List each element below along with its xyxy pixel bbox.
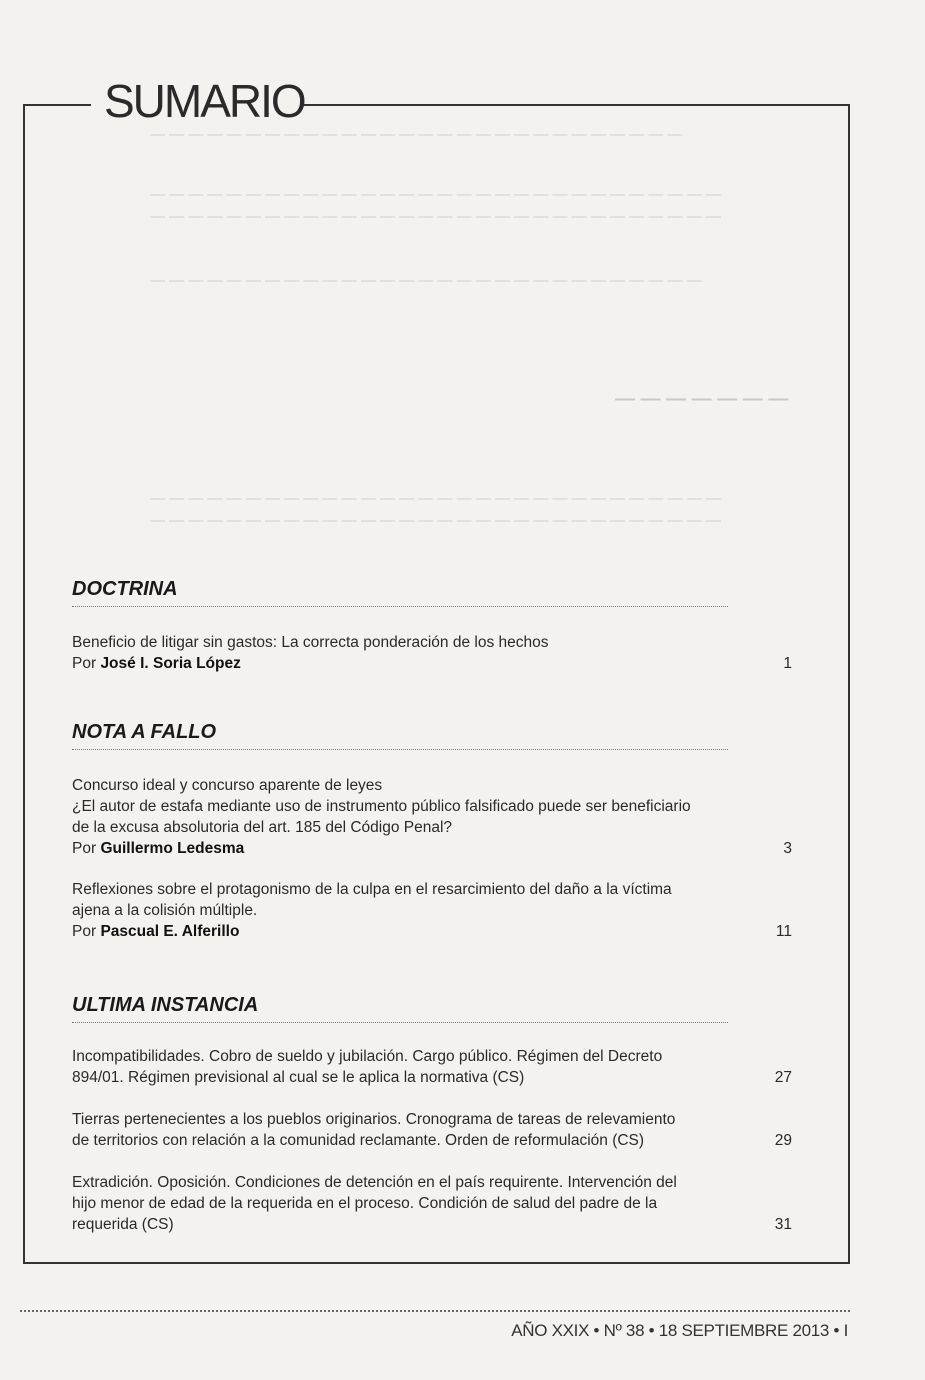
page-title: SUMARIO [104, 75, 305, 127]
entry-page-number: 1 [783, 655, 792, 672]
section-heading-doctrina: DOCTRINA [72, 578, 178, 600]
entry-page-number: 11 [775, 923, 792, 940]
entry-author: Por Pascual E. Alferillo [72, 923, 240, 940]
entry-title-line: Concurso ideal y concurso aparente de leyes [72, 777, 383, 794]
bleed-through-text: — — — — — — — — — — — — — — — — — — — — — — — — — — — — — — [150, 208, 721, 225]
entry-title-line: Incompatibilidades. Cobro de sueldo y jubilación. Cargo público. Régimen del Decreto [72, 1048, 663, 1065]
bleed-through-text: — — — — — — — — — — — — — — — — — — — — — — — — — — — — — — [150, 186, 721, 203]
toc-entry[interactable] [72, 1109, 792, 1151]
bleed-through-text: — — — — — — — — — — — — — — — — — — — — — — — — — — — — — — [150, 490, 721, 507]
bleed-through-text: — — — — — — — — — — — — — — — — — — — — — — — — — — — — — — [150, 512, 721, 529]
section-divider [72, 606, 728, 607]
entry-title-line: de la excusa absolutoria del art. 185 del Código Penal? [72, 819, 453, 836]
entry-title-line: Extradición. Oposición. Condiciones de detención en el país requirente. Intervención del [72, 1174, 677, 1191]
toc-entry[interactable] [72, 1172, 792, 1235]
bleed-through-text: — — — — — — — — — — — — — — — — — — — — — — — — — — — — [150, 126, 683, 143]
entry-page-number: 27 [774, 1069, 792, 1086]
entry-page-number: 31 [774, 1216, 792, 1233]
bleed-through-heading: — — — — — — — [615, 388, 789, 410]
toc-entry[interactable] [72, 879, 792, 942]
summary-frame [23, 104, 850, 1264]
entry-title-line: hijo menor de edad de la requerida en el proceso. Condición de salud del padre de la [72, 1195, 658, 1212]
entry-title-line: Beneficio de litigar sin gastos: La correcta ponderación de los hechos [72, 634, 549, 651]
entry-title-line: requerida (CS) [72, 1216, 174, 1233]
entry-title-line: de territorios con relación a la comunidad reclamante. Orden de reformulación (CS) [72, 1132, 645, 1149]
section-divider [72, 749, 728, 750]
section-divider [72, 1022, 728, 1023]
entry-page-number: 29 [774, 1132, 792, 1149]
entry-title-line: ajena a la colisión múltiple. [72, 902, 258, 919]
entry-title-line: 894/01. Régimen previsional al cual se le aplica la normativa (CS) [72, 1069, 525, 1086]
entry-title-line: ¿El autor de estafa mediante uso de instrumento público falsificado puede ser beneficiario [72, 798, 691, 815]
section-heading-ultima-instancia: ULTIMA INSTANCIA [72, 994, 259, 1016]
bleed-through-text: — — — — — — — — — — — — — — — — — — — — — — — — — — — — — [150, 272, 702, 289]
section-heading-nota-a-fallo: NOTA A FALLO [72, 721, 217, 743]
entry-author: Por Guillermo Ledesma [72, 840, 245, 857]
frame-top-rule-left [23, 104, 91, 106]
entry-title-line: Tierras pertenecientes a los pueblos originarios. Cronograma de tareas de relevamiento [72, 1111, 676, 1128]
entry-title-line: Reflexiones sobre el protagonismo de la culpa en el resarcimiento del daño a la víctima [72, 881, 672, 898]
entry-page-number: 3 [783, 840, 792, 857]
page-footer: AÑO XXIX • Nº 38 • 18 SEPTIEMBRE 2013 • I [511, 1321, 848, 1340]
toc-entry[interactable] [72, 775, 792, 859]
toc-entry[interactable] [72, 1046, 792, 1088]
frame-top-rule-right [300, 104, 848, 106]
footer-divider [20, 1310, 850, 1312]
entry-author: Por José I. Soria López [72, 655, 241, 672]
toc-entry[interactable] [72, 632, 792, 674]
